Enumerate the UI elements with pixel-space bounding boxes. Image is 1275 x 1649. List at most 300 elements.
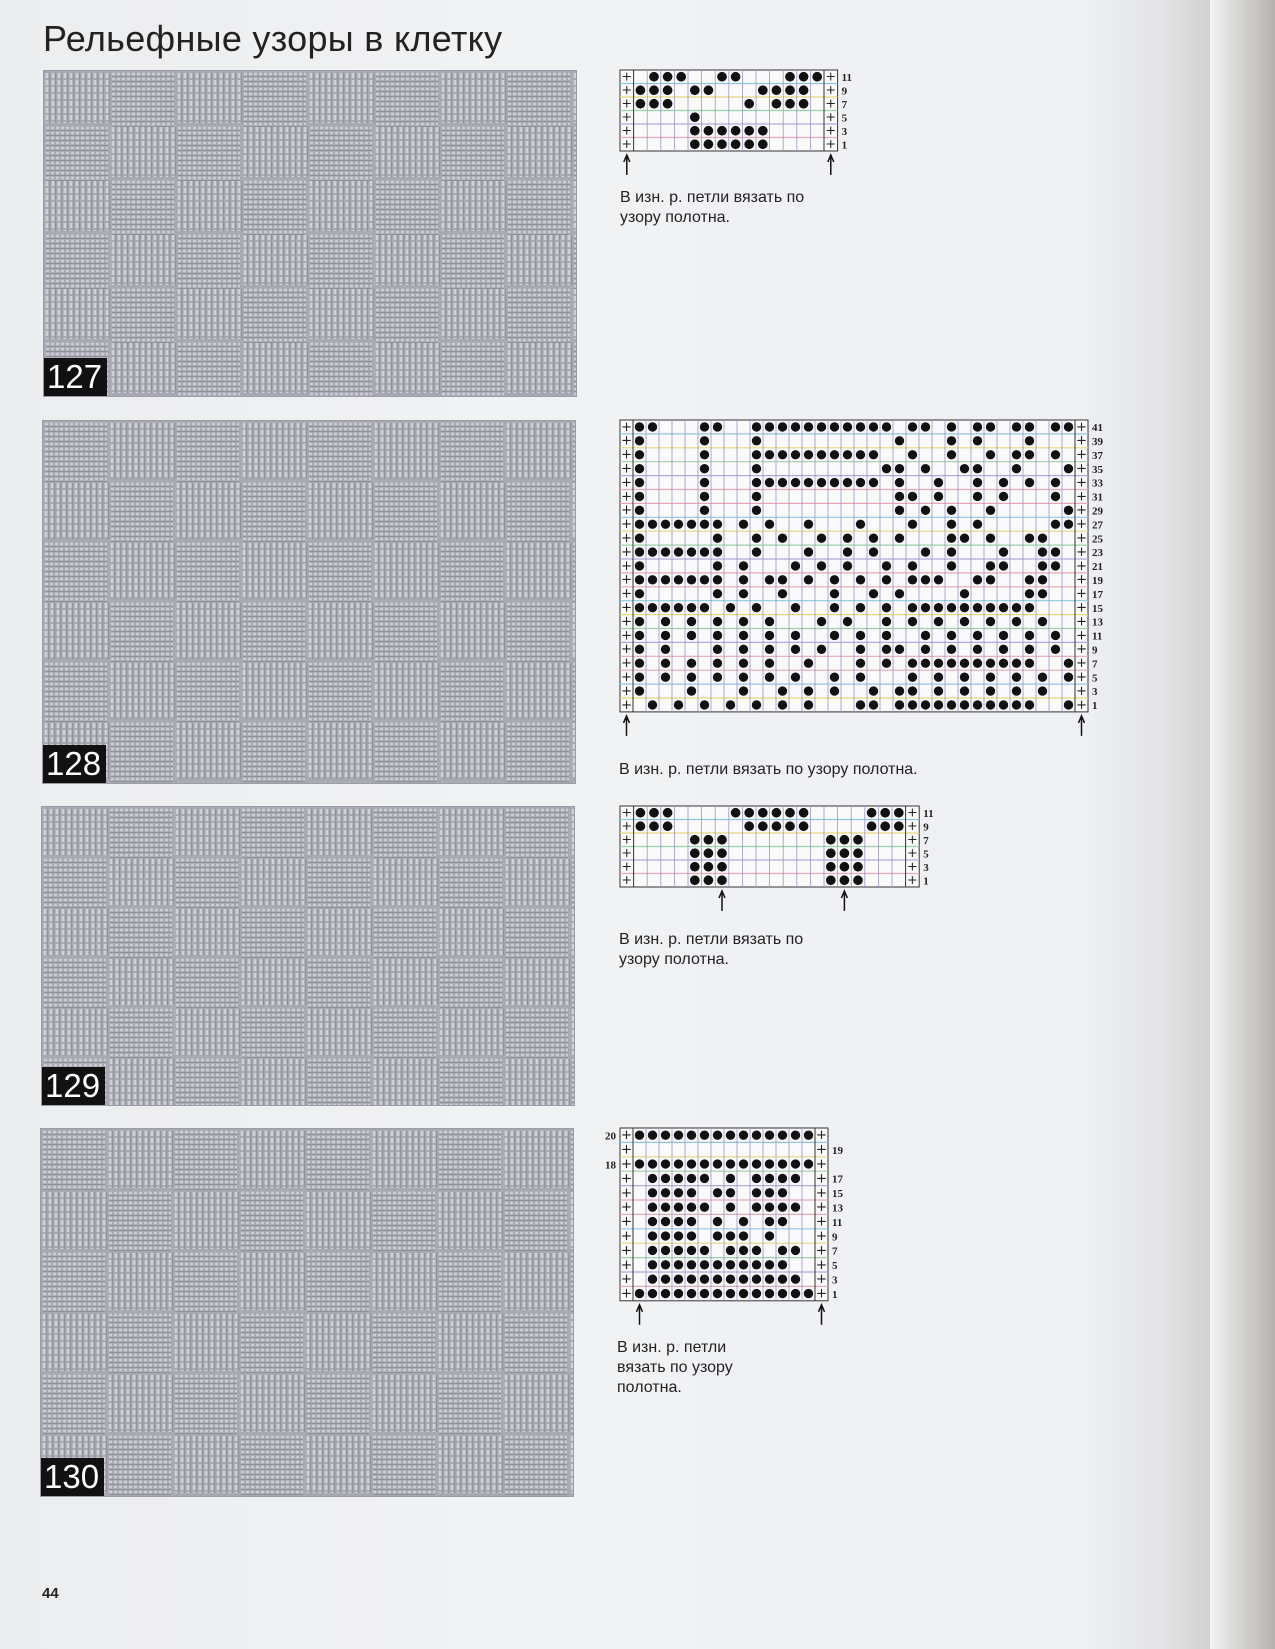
knitting-chart-grid [620, 420, 1118, 738]
purl-stitch-dot [840, 875, 850, 885]
edge-stitch-symbol: + [1075, 447, 1088, 463]
purl-stitch-dot [908, 659, 917, 668]
edge-stitch-symbol: + [621, 873, 633, 889]
purl-stitch-dot [1025, 450, 1034, 459]
purl-stitch-dot [817, 617, 826, 626]
purl-stitch-dot [635, 631, 644, 640]
purl-stitch-dot [752, 492, 761, 501]
purl-stitch-dot [687, 1159, 696, 1168]
purl-stitch-dot [752, 1275, 761, 1284]
purl-stitch-dot [765, 659, 774, 668]
pattern-note-129 [619, 930, 803, 970]
purl-stitch-dot [700, 1275, 709, 1284]
purl-stitch-dot [690, 848, 700, 858]
purl-stitch-dot [765, 617, 774, 626]
purl-stitch-dot [661, 1246, 670, 1255]
purl-stitch-dot [986, 672, 995, 681]
purl-stitch-dot [986, 700, 995, 709]
purl-stitch-dot [830, 450, 839, 459]
up-arrow-icon [841, 891, 847, 911]
purl-stitch-dot [635, 589, 644, 598]
purl-stitch-dot [921, 645, 930, 654]
purl-stitch-dot [635, 603, 644, 612]
purl-stitch-dot [726, 603, 735, 612]
purl-stitch-dot [867, 821, 877, 831]
purl-stitch-dot [934, 478, 943, 487]
purl-stitch-dot [947, 700, 956, 709]
row-number-label: 13 [1092, 616, 1103, 629]
purl-stitch-dot [908, 450, 917, 459]
purl-stitch-dot [661, 547, 670, 556]
purl-stitch-dot [1012, 464, 1021, 473]
row-number-label: 39 [1092, 436, 1103, 449]
purl-stitch-dot [752, 464, 761, 473]
purl-stitch-dot [758, 808, 768, 818]
purl-stitch-dot [765, 422, 774, 431]
purl-stitch-dot [635, 464, 644, 473]
edge-stitch-symbol: + [1075, 683, 1088, 699]
purl-stitch-dot [700, 547, 709, 556]
purl-stitch-dot [1025, 478, 1034, 487]
purl-stitch-dot [752, 547, 761, 556]
edge-stitch-symbol: + [1075, 642, 1088, 658]
purl-stitch-dot [804, 1289, 813, 1298]
edge-stitch-symbol: + [825, 137, 837, 153]
row-number-label: 5 [832, 1260, 838, 1273]
purl-stitch-dot [661, 1188, 670, 1197]
purl-stitch-dot [636, 85, 646, 95]
edge-stitch-symbol: + [621, 96, 633, 112]
purl-stitch-dot [765, 1188, 774, 1197]
edge-stitch-symbol: + [620, 461, 633, 477]
up-arrow-icon [637, 1305, 643, 1325]
purl-stitch-dot [882, 575, 891, 584]
edge-stitch-symbol: + [620, 1213, 633, 1230]
purl-stitch-dot [765, 1275, 774, 1284]
purl-stitch-dot [752, 450, 761, 459]
purl-stitch-dot [648, 1275, 657, 1284]
row-number-label: 11 [923, 807, 934, 820]
purl-stitch-dot [648, 700, 657, 709]
purl-stitch-dot [804, 700, 813, 709]
pattern-number-label: 130 [41, 1458, 104, 1496]
purl-stitch-dot [934, 617, 943, 626]
purl-stitch-dot [717, 875, 727, 885]
purl-stitch-dot [713, 617, 722, 626]
purl-stitch-dot [843, 617, 852, 626]
purl-stitch-dot [921, 700, 930, 709]
purl-stitch-dot [1064, 672, 1073, 681]
row-number-label: 35 [1092, 463, 1103, 476]
purl-stitch-dot [739, 1217, 748, 1226]
purl-stitch-dot [649, 99, 659, 109]
purl-stitch-dot [934, 659, 943, 668]
purl-stitch-dot [1064, 464, 1073, 473]
edge-stitch-symbol: + [620, 572, 633, 588]
edge-stitch-symbol: + [1075, 489, 1088, 505]
row-number-label: 9 [832, 1231, 838, 1244]
purl-stitch-dot [690, 875, 700, 885]
purl-stitch-dot [826, 848, 836, 858]
row-number-label: 1 [1092, 700, 1098, 713]
knit-sample-photo-129 [41, 806, 575, 1106]
purl-stitch-dot [713, 547, 722, 556]
note-line: В изн. р. петли вязать по [620, 189, 805, 206]
purl-stitch-dot [999, 603, 1008, 612]
edge-stitch-symbol: + [815, 1127, 828, 1144]
purl-stitch-dot [717, 126, 727, 136]
row-number-label: 9 [1092, 644, 1098, 657]
purl-stitch-dot [765, 1159, 774, 1168]
purl-stitch-dot [726, 1231, 735, 1240]
purl-stitch-dot [661, 1159, 670, 1168]
knitting-chart-grid [620, 806, 949, 913]
purl-stitch-dot [649, 85, 659, 95]
edge-stitch-symbol: + [620, 447, 633, 463]
purl-stitch-dot [661, 1260, 670, 1269]
purl-stitch-dot [636, 99, 646, 109]
purl-stitch-dot [713, 1260, 722, 1269]
purl-stitch-dot [869, 422, 878, 431]
purl-stitch-dot [744, 808, 754, 818]
purl-stitch-dot [758, 126, 768, 136]
purl-stitch-dot [830, 589, 839, 598]
purl-stitch-dot [1038, 617, 1047, 626]
purl-stitch-dot [934, 686, 943, 695]
purl-stitch-dot [687, 1275, 696, 1284]
purl-stitch-dot [804, 422, 813, 431]
purl-stitch-dot [960, 589, 969, 598]
purl-stitch-dot [973, 645, 982, 654]
purl-stitch-dot [1012, 603, 1021, 612]
edge-stitch-symbol: + [621, 832, 633, 848]
purl-stitch-dot [739, 1289, 748, 1298]
row-number-label: 18 [605, 1159, 616, 1172]
purl-stitch-dot [752, 436, 761, 445]
purl-stitch-dot [853, 862, 863, 872]
purl-stitch-dot [704, 126, 714, 136]
purl-stitch-dot [830, 478, 839, 487]
purl-stitch-dot [895, 645, 904, 654]
row-number-label: 11 [841, 71, 853, 84]
purl-stitch-dot [778, 450, 787, 459]
knit-texture [43, 421, 575, 783]
row-number-label: 15 [832, 1188, 843, 1201]
purl-stitch-dot [895, 436, 904, 445]
purl-stitch-dot [973, 492, 982, 501]
purl-stitch-dot [635, 1159, 644, 1168]
purl-stitch-dot [826, 835, 836, 845]
purl-stitch-dot [635, 617, 644, 626]
purl-stitch-dot [973, 478, 982, 487]
purl-stitch-dot [804, 1159, 813, 1168]
purl-stitch-dot [765, 645, 774, 654]
edge-stitch-symbol: + [825, 83, 837, 99]
purl-stitch-dot [778, 422, 787, 431]
purl-stitch-dot [778, 1289, 787, 1298]
purl-stitch-dot [648, 1188, 657, 1197]
purl-stitch-dot [1012, 700, 1021, 709]
purl-stitch-dot [778, 1131, 787, 1140]
purl-stitch-dot [921, 506, 930, 515]
purl-stitch-dot [869, 450, 878, 459]
pattern-note-128 [619, 760, 918, 780]
purl-stitch-dot [752, 603, 761, 612]
purl-stitch-dot [778, 1246, 787, 1255]
purl-stitch-dot [739, 617, 748, 626]
row-number-label: 21 [1092, 561, 1103, 574]
edge-stitch-symbol: + [1075, 503, 1088, 519]
purl-stitch-dot [908, 672, 917, 681]
edge-stitch-symbol: + [620, 1170, 633, 1187]
purl-stitch-dot [765, 1231, 774, 1240]
purl-stitch-dot [1025, 603, 1034, 612]
edge-stitch-symbol: + [825, 69, 837, 85]
purl-stitch-dot [856, 575, 865, 584]
purl-stitch-dot [661, 672, 670, 681]
purl-stitch-dot [791, 1246, 800, 1255]
edge-stitch-symbol: + [620, 517, 633, 533]
purl-stitch-dot [973, 659, 982, 668]
purl-stitch-dot [635, 450, 644, 459]
edge-stitch-symbol: + [621, 805, 633, 821]
purl-stitch-dot [1064, 659, 1073, 668]
purl-stitch-dot [648, 1159, 657, 1168]
purl-stitch-dot [986, 603, 995, 612]
purl-stitch-dot [648, 547, 657, 556]
purl-stitch-dot [687, 672, 696, 681]
purl-stitch-dot [895, 533, 904, 542]
purl-stitch-dot [778, 700, 787, 709]
purl-stitch-dot [772, 808, 782, 818]
edge-stitch-symbol: + [1075, 697, 1088, 713]
purl-stitch-dot [713, 1131, 722, 1140]
purl-stitch-dot [947, 506, 956, 515]
edge-stitch-symbol: + [907, 819, 918, 835]
row-number-label: 1 [841, 139, 848, 152]
purl-stitch-dot [1051, 478, 1060, 487]
purl-stitch-dot [778, 1174, 787, 1183]
edge-stitch-symbol: + [1075, 586, 1088, 602]
row-number-label: 3 [1092, 686, 1098, 699]
purl-stitch-dot [817, 561, 826, 570]
up-arrow-icon [1079, 716, 1085, 736]
purl-stitch-dot [778, 1275, 787, 1284]
edge-stitch-symbol: + [620, 642, 633, 658]
purl-stitch-dot [674, 1275, 683, 1284]
purl-stitch-dot [908, 492, 917, 501]
purl-stitch-dot [726, 1159, 735, 1168]
purl-stitch-dot [791, 422, 800, 431]
edge-stitch-symbol: + [621, 819, 633, 835]
purl-stitch-dot [986, 686, 995, 695]
purl-stitch-dot [960, 617, 969, 626]
purl-stitch-dot [973, 631, 982, 640]
edge-stitch-symbol: + [620, 489, 633, 505]
purl-stitch-dot [739, 672, 748, 681]
purl-stitch-dot [853, 848, 863, 858]
edge-stitch-symbol: + [815, 1170, 828, 1187]
purl-stitch-dot [1064, 520, 1073, 529]
knitting-chart-grid [620, 70, 868, 177]
purl-stitch-dot [687, 1203, 696, 1212]
purl-stitch-dot [765, 450, 774, 459]
purl-stitch-dot [840, 848, 850, 858]
purl-stitch-dot [713, 589, 722, 598]
purl-stitch-dot [1064, 700, 1073, 709]
purl-stitch-dot [778, 1217, 787, 1226]
edge-stitch-symbol: + [1075, 517, 1088, 533]
purl-stitch-dot [687, 1246, 696, 1255]
purl-stitch-dot [778, 1159, 787, 1168]
purl-stitch-dot [1051, 492, 1060, 501]
purl-stitch-dot [739, 659, 748, 668]
note-line: В изн. р. петли вязать по узору полотна. [619, 761, 918, 778]
up-arrow-icon [828, 155, 834, 175]
purl-stitch-dot [687, 1174, 696, 1183]
purl-stitch-dot [999, 631, 1008, 640]
purl-stitch-dot [765, 520, 774, 529]
knit-block-stockinette [575, 181, 576, 231]
purl-stitch-dot [778, 1260, 787, 1269]
purl-stitch-dot [947, 631, 956, 640]
purl-stitch-dot [674, 1246, 683, 1255]
purl-stitch-dot [772, 85, 782, 95]
purl-stitch-dot [648, 422, 657, 431]
purl-stitch-dot [661, 1174, 670, 1183]
edge-stitch-symbol: + [907, 805, 918, 821]
purl-stitch-dot [812, 72, 822, 82]
purl-stitch-dot [1025, 631, 1034, 640]
purl-stitch-dot [869, 700, 878, 709]
edge-stitch-symbol: + [1075, 433, 1088, 449]
purl-stitch-dot [973, 436, 982, 445]
purl-stitch-dot [791, 672, 800, 681]
purl-stitch-dot [830, 575, 839, 584]
purl-stitch-dot [687, 1131, 696, 1140]
purl-stitch-dot [752, 1159, 761, 1168]
purl-stitch-dot [947, 547, 956, 556]
row-number-label: 9 [841, 85, 848, 98]
edge-stitch-symbol: + [620, 419, 633, 435]
purl-stitch-dot [882, 561, 891, 570]
edge-stitch-symbol: + [620, 656, 633, 672]
edge-stitch-symbol: + [815, 1256, 828, 1273]
purl-stitch-dot [635, 533, 644, 542]
purl-stitch-dot [739, 520, 748, 529]
purl-stitch-dot [791, 1203, 800, 1212]
purl-stitch-dot [690, 139, 700, 149]
purl-stitch-dot [661, 520, 670, 529]
purl-stitch-dot [661, 1203, 670, 1212]
purl-stitch-dot [752, 1203, 761, 1212]
edge-stitch-symbol: + [620, 683, 633, 699]
purl-stitch-dot [856, 478, 865, 487]
edge-stitch-symbol: + [620, 600, 633, 616]
purl-stitch-dot [752, 533, 761, 542]
purl-stitch-dot [791, 603, 800, 612]
purl-stitch-dot [804, 547, 813, 556]
note-line: вязать по узору [617, 1359, 733, 1376]
purl-stitch-dot [752, 506, 761, 515]
up-arrow-icon [719, 891, 725, 911]
purl-stitch-dot [804, 575, 813, 584]
pattern-number-label: 129 [42, 1067, 105, 1105]
purl-stitch-dot [635, 1131, 644, 1140]
purl-stitch-dot [986, 506, 995, 515]
purl-stitch-dot [869, 589, 878, 598]
purl-stitch-dot [661, 1217, 670, 1226]
purl-stitch-dot [804, 478, 813, 487]
purl-stitch-dot [778, 1188, 787, 1197]
purl-stitch-dot [648, 1203, 657, 1212]
purl-stitch-dot [635, 506, 644, 515]
purl-stitch-dot [778, 575, 787, 584]
purl-stitch-dot [635, 659, 644, 668]
purl-stitch-dot [1012, 659, 1021, 668]
purl-stitch-dot [687, 1260, 696, 1269]
purl-stitch-dot [635, 561, 644, 570]
purl-stitch-dot [704, 848, 714, 858]
purl-stitch-dot [765, 631, 774, 640]
purl-stitch-dot [973, 603, 982, 612]
purl-stitch-dot [674, 547, 683, 556]
purl-stitch-dot [636, 821, 646, 831]
purl-stitch-dot [731, 808, 741, 818]
edge-stitch-symbol: + [621, 69, 633, 85]
purl-stitch-dot [999, 561, 1008, 570]
edge-stitch-symbol: + [1075, 670, 1088, 686]
purl-stitch-dot [1025, 700, 1034, 709]
up-arrow-icon [624, 155, 630, 175]
purl-stitch-dot [817, 533, 826, 542]
purl-stitch-dot [791, 1174, 800, 1183]
purl-stitch-dot [853, 875, 863, 885]
purl-stitch-dot [687, 631, 696, 640]
purl-stitch-dot [704, 862, 714, 872]
purl-stitch-dot [674, 575, 683, 584]
purl-stitch-dot [649, 808, 659, 818]
edge-stitch-symbol: + [1075, 600, 1088, 616]
purl-stitch-dot [880, 821, 890, 831]
purl-stitch-dot [713, 1231, 722, 1240]
purl-stitch-dot [744, 821, 754, 831]
purl-stitch-dot [690, 835, 700, 845]
purl-stitch-dot [843, 478, 852, 487]
edge-stitch-symbol: + [907, 859, 918, 875]
purl-stitch-dot [700, 603, 709, 612]
purl-stitch-dot [700, 506, 709, 515]
purl-stitch-dot [661, 617, 670, 626]
purl-stitch-dot [752, 1260, 761, 1269]
note-line: узору полотна. [619, 951, 729, 968]
purl-stitch-dot [1051, 422, 1060, 431]
purl-stitch-dot [882, 422, 891, 431]
edge-stitch-symbol: + [620, 670, 633, 686]
edge-stitch-symbol: + [825, 96, 837, 112]
note-line: В изн. р. петли [617, 1339, 727, 1356]
purl-stitch-dot [826, 875, 836, 885]
purl-stitch-dot [804, 450, 813, 459]
row-number-label: 5 [923, 848, 929, 861]
purl-stitch-dot [663, 808, 673, 818]
purl-stitch-dot [960, 659, 969, 668]
purl-stitch-dot [700, 436, 709, 445]
purl-stitch-dot [908, 520, 917, 529]
purl-stitch-dot [785, 808, 795, 818]
edge-stitch-symbol: + [621, 123, 633, 139]
purl-stitch-dot [856, 603, 865, 612]
